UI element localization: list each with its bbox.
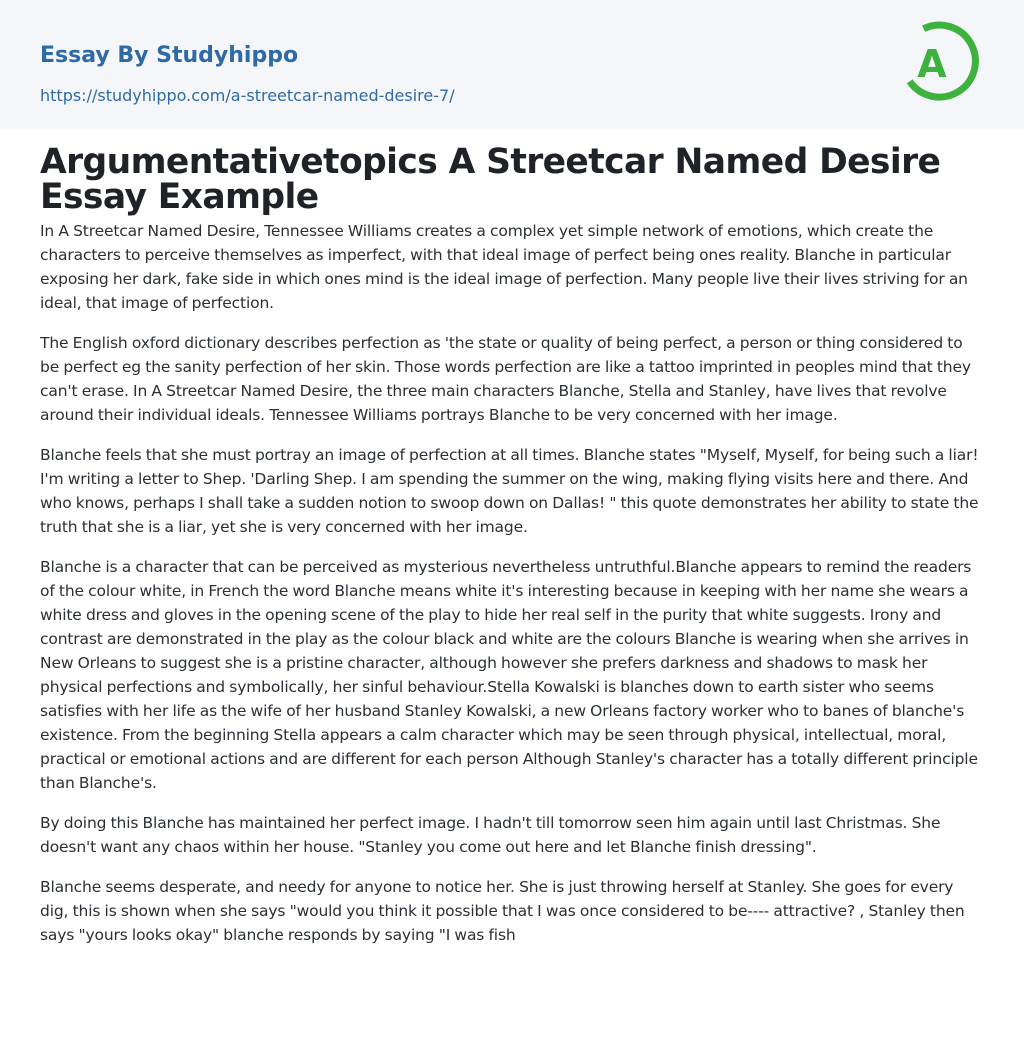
page-header (0, 0, 1024, 129)
paragraph: Blanche seems desperate, and needy for anyone to notice her. She is just throwing herself at Stanley. She goes for every dig, this is shown when she says "would you think it possible that I was once considered to be---- attractive? , Stanley then says "yours looks okay" blanche responds by saying "I was fish (40, 878, 965, 944)
logo-letter: A (917, 42, 947, 86)
paragraph: The English oxford dictionary describes perfection as 'the state or quality of being perfect, a person or thing considered to be perfect eg the sanity perfection of her skin. Those words perfection are like a tattoo imprinted in peoples mind that they can't erase. In A Streetcar Named Desire, the three main characters Blanche, Stella and Stanley, have lives that revolve around their individual ideals. Tennessee Williams portrays Blanche to be very concerned with her image. (40, 334, 971, 424)
essay-url-link[interactable]: https://studyhippo.com/a-streetcar-named-desire-7/ (40, 86, 455, 105)
studyhippo-logo-icon[interactable] (901, 20, 985, 104)
paragraph: By doing this Blanche has maintained her perfect image. I hadn't till tomorrow seen him again until last Christmas. She doesn't want any chaos within her house. "Stanley you come out here and let Blanche finish dressing". (40, 814, 941, 856)
paragraph: Blanche is a character that can be perceived as mysterious nevertheless untruthful.Blanche appears to remind the readers of the colour white, in French the word Blanche means white it's interesting because in keeping with her name she wears a white dress and gloves in the opening scene of the play to hide her real self in the purity that white suggests. Irony and contrast are demonstrated in the play as the colour black and white are the colours Blanche is wearing when she arrives in New Orleans to suggest she is a pristine character, although however she prefers darkness and shadows to mask her physical perfections and symbolically, her sinful behaviour.Stella Kowalski is blanches down to earth sister who seems satisfies with her life as the wife of her husband Stanley Kowalski, a new Orleans factory worker who to banes of blanche's existence. From the beginning Stella appears a calm character which may be seen through physical, intellectual, moral, practical or emotional actions and are different for each person Although Stanley's character has a totally different principle than Blanche's. (40, 558, 978, 792)
article (0, 142, 1024, 947)
page-title: Argumentativetopics A Streetcar Named Desire Essay Example (40, 142, 941, 217)
paragraph: Blanche feels that she must portray an image of perfection at all times. Blanche states "Myself, Myself, for being such a liar! I'm writing a letter to Shep. 'Darling Shep. I am spending the summer on the wing, making flying visits here and there. And who knows, perhaps I shall take a sudden notion to swoop down on Dallas! " this quote demonstrates her ability to state the truth that she is a liar, yet she is very concerned with her image. (40, 446, 979, 536)
site-brand[interactable]: Essay By Studyhippo (40, 43, 299, 68)
paragraph: In A Streetcar Named Desire, Tennessee Williams creates a complex yet simple network of emotions, which create the characters to perceive themselves as imperfect, with that ideal image of perfect being ones reality. Blanche in particular exposing her dark, fake side in which ones mind is the ideal image of perfection. Many people live their lives striving for an ideal, that image of perfection. (40, 222, 968, 312)
